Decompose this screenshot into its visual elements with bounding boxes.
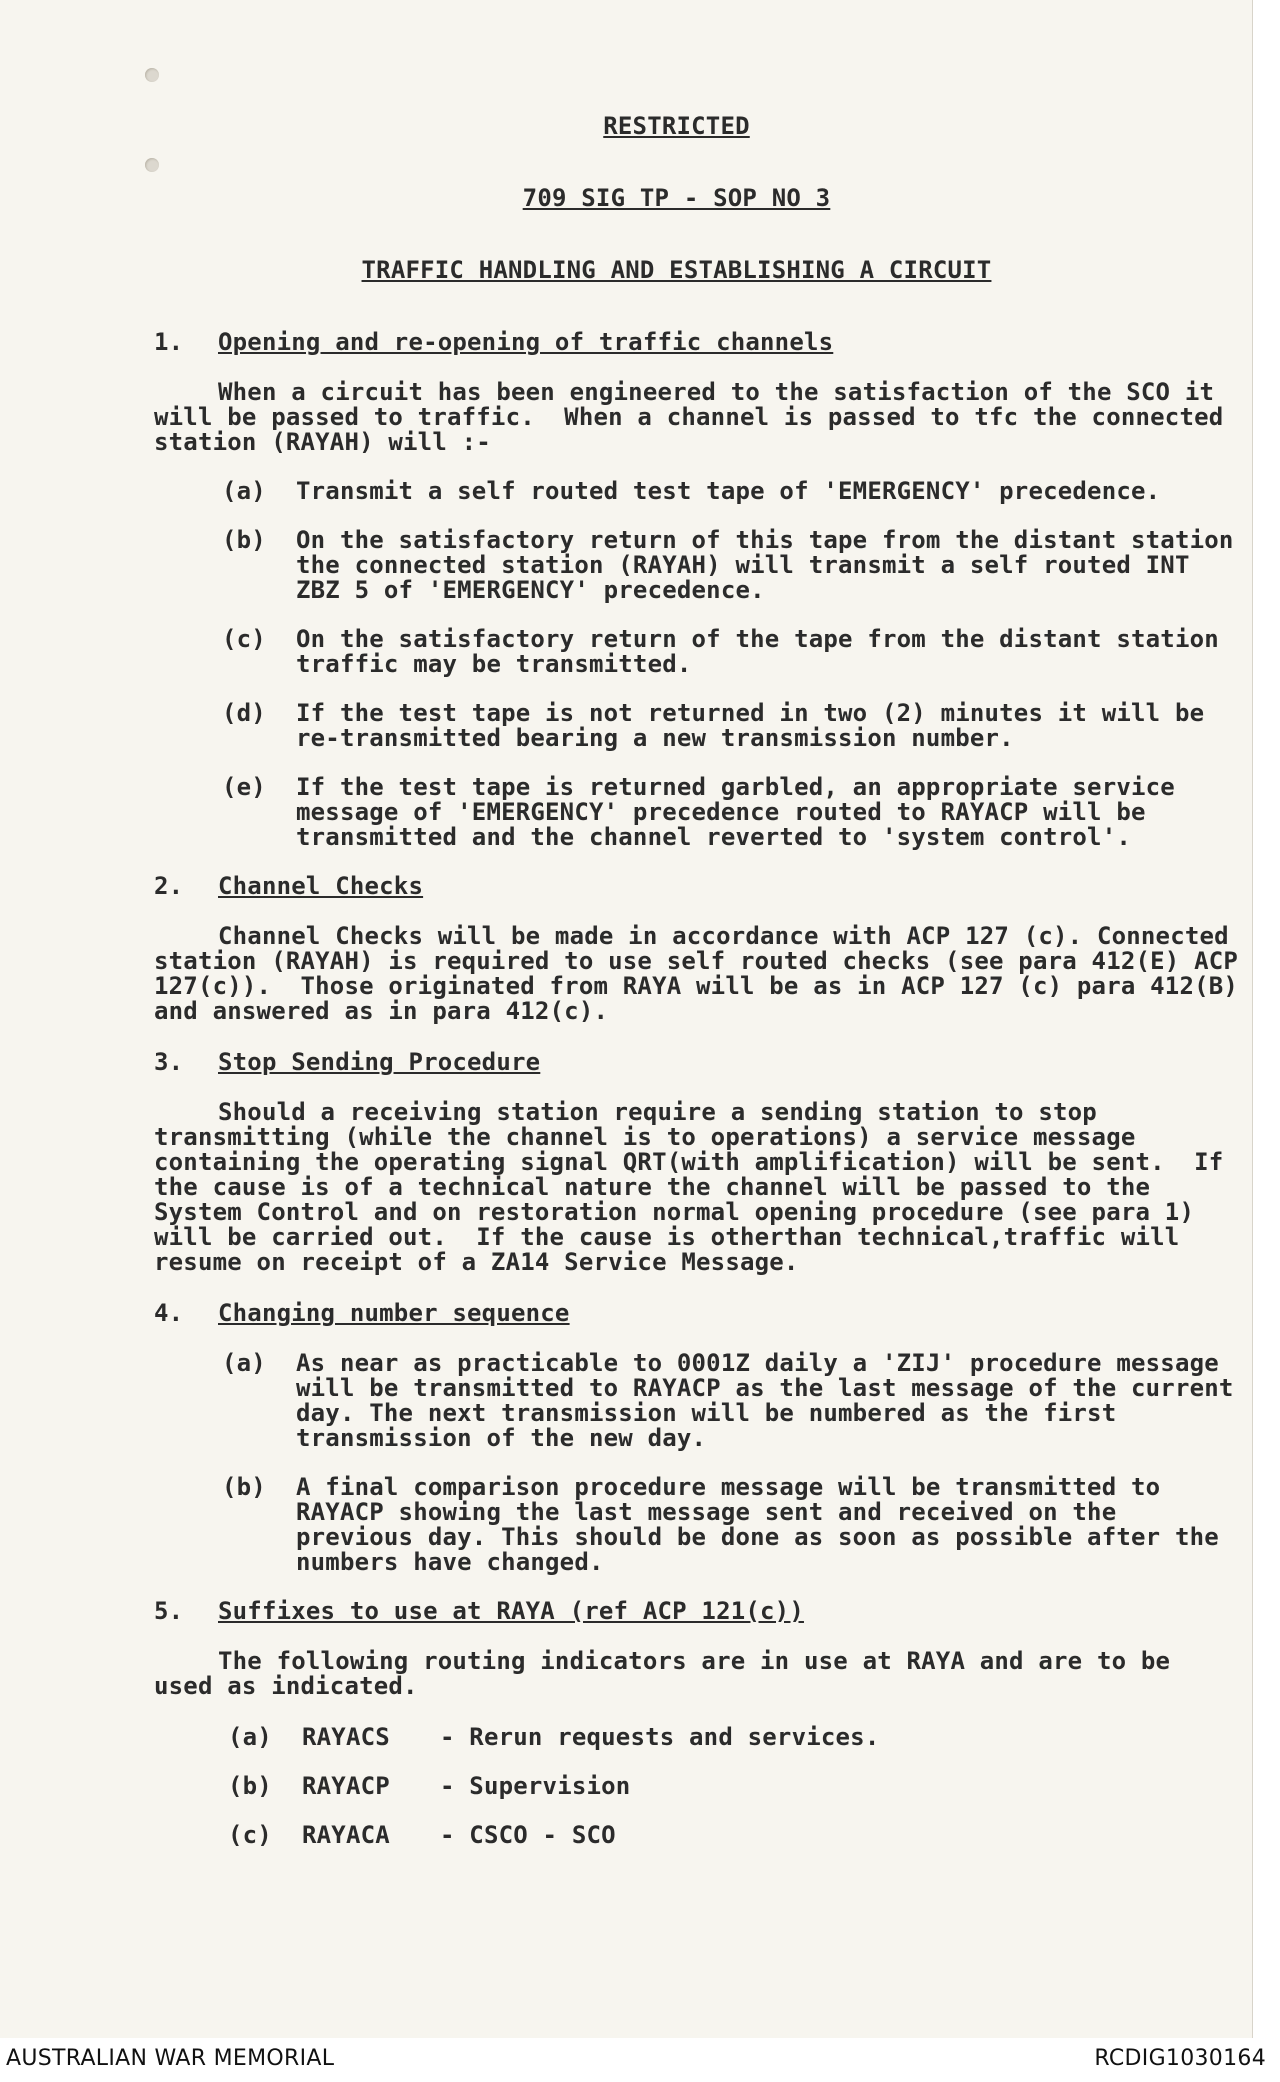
routing-description: - Rerun requests and services.: [440, 1723, 880, 1751]
section-paragraph: Channel Checks will be made in accordance with ACP 127 (c). Connected station (RAYAH) is required to use self routed checks (see para 412(E) ACP 127(c)). Those originated from RAYA will be as in ACP 127 (c) para 412(B) and answered as in para 412(c).: [154, 922, 1253, 1025]
routing-code: RAYACS: [302, 1723, 390, 1751]
routing-code: RAYACA: [302, 1821, 390, 1849]
section-title: Stop Sending Procedure: [218, 1048, 541, 1076]
section-heading: [154, 874, 1239, 899]
section-paragraph: Should a receiving station require a sending station to stop transmitting (while the channel is to operations) a service message containing the operating signal QRT(with amplification) will be sent. If the cause is of a technical nature the channel will be passed to the System Control and on restoration normal opening procedure (see para 1) will be carried out. If the cause is otherthan technical,traffic will resume on receipt of a ZA14 Service Message.: [154, 1098, 1239, 1276]
section-title: Changing number sequence: [218, 1299, 570, 1327]
section-number: 5.: [154, 1597, 184, 1625]
section-heading: [154, 1599, 1239, 1624]
list-item: (e) If the test tape is returned garbled, an appropriate service message of 'EMERGENCY' precedence routed to RAYACP will be transmitted and the channel reverted to 'system control'.: [222, 773, 1175, 851]
section-heading: [154, 1050, 1239, 1075]
punch-hole: [145, 68, 159, 82]
routing-indicator-row: (b) RAYACP - Supervision: [228, 1772, 631, 1800]
section-paragraph: When a circuit has been engineered to the satisfaction of the SCO it will be passed to traffic. When a channel is passed to tfc the connected station (RAYAH) will :-: [154, 378, 1239, 456]
document-body: [154, 112, 1253, 1872]
routing-code: RAYACP: [302, 1772, 390, 1800]
document-subject: TRAFFIC HANDLING AND ESTABLISHING A CIRCUIT: [361, 256, 992, 284]
classification-heading: RESTRICTED: [603, 112, 750, 140]
section-heading: [154, 1301, 1239, 1326]
routing-description: - CSCO - SCO: [440, 1821, 616, 1849]
list-item: (d) If the test tape is not returned in two (2) minutes it will be re-transmitted bearing a new transmission number.: [222, 699, 1205, 752]
section-paragraph: The following routing indicators are in use at RAYA and are to be used as indicated.: [154, 1647, 1185, 1700]
routing-indicator-row: (a) RAYACS - Rerun requests and services.: [228, 1723, 880, 1751]
routing-indicator-row: (c) RAYACA - CSCO - SCO: [228, 1821, 616, 1849]
list-item: (b) On the satisfactory return of this tape from the distant station the connected station (RAYAH) will transmit a self routed INT ZBZ 5 of 'EMERGENCY' precedence.: [222, 526, 1234, 604]
section-title: Suffixes to use at RAYA (ref ACP 121(c)): [218, 1597, 804, 1625]
section-title: Channel Checks: [218, 872, 424, 900]
list-item: (a) Transmit a self routed test tape of 'EMERGENCY' precedence.: [222, 477, 1161, 505]
routing-description: - Supervision: [440, 1772, 631, 1800]
section-title: Opening and re-opening of traffic channels: [218, 328, 834, 356]
archive-credit: AUSTRALIAN WAR MEMORIAL: [6, 2046, 335, 2071]
archive-reference: RCDIG1030164: [1094, 2046, 1266, 2071]
document-title: 709 SIG TP - SOP NO 3: [522, 184, 831, 212]
list-item: (b) A final comparison procedure message will be transmitted to RAYACP showing the last message sent and received on the previous day. This should be done as soon as possible after the numbers have changed.: [222, 1473, 1219, 1576]
section-heading: [154, 330, 1239, 355]
section-number: 4.: [154, 1299, 184, 1327]
section-number: 1.: [154, 328, 184, 356]
list-item: (c) On the satisfactory return of the tape from the distant station traffic may be transmitted.: [222, 625, 1219, 678]
section-number: 3.: [154, 1048, 184, 1076]
list-item: (a) As near as practicable to 0001Z daily a 'ZIJ' procedure message will be transmitted to RAYACP as the last message of the current day. The next transmission will be numbered as the first transmission of the new day.: [222, 1349, 1234, 1452]
section-number: 2.: [154, 872, 184, 900]
